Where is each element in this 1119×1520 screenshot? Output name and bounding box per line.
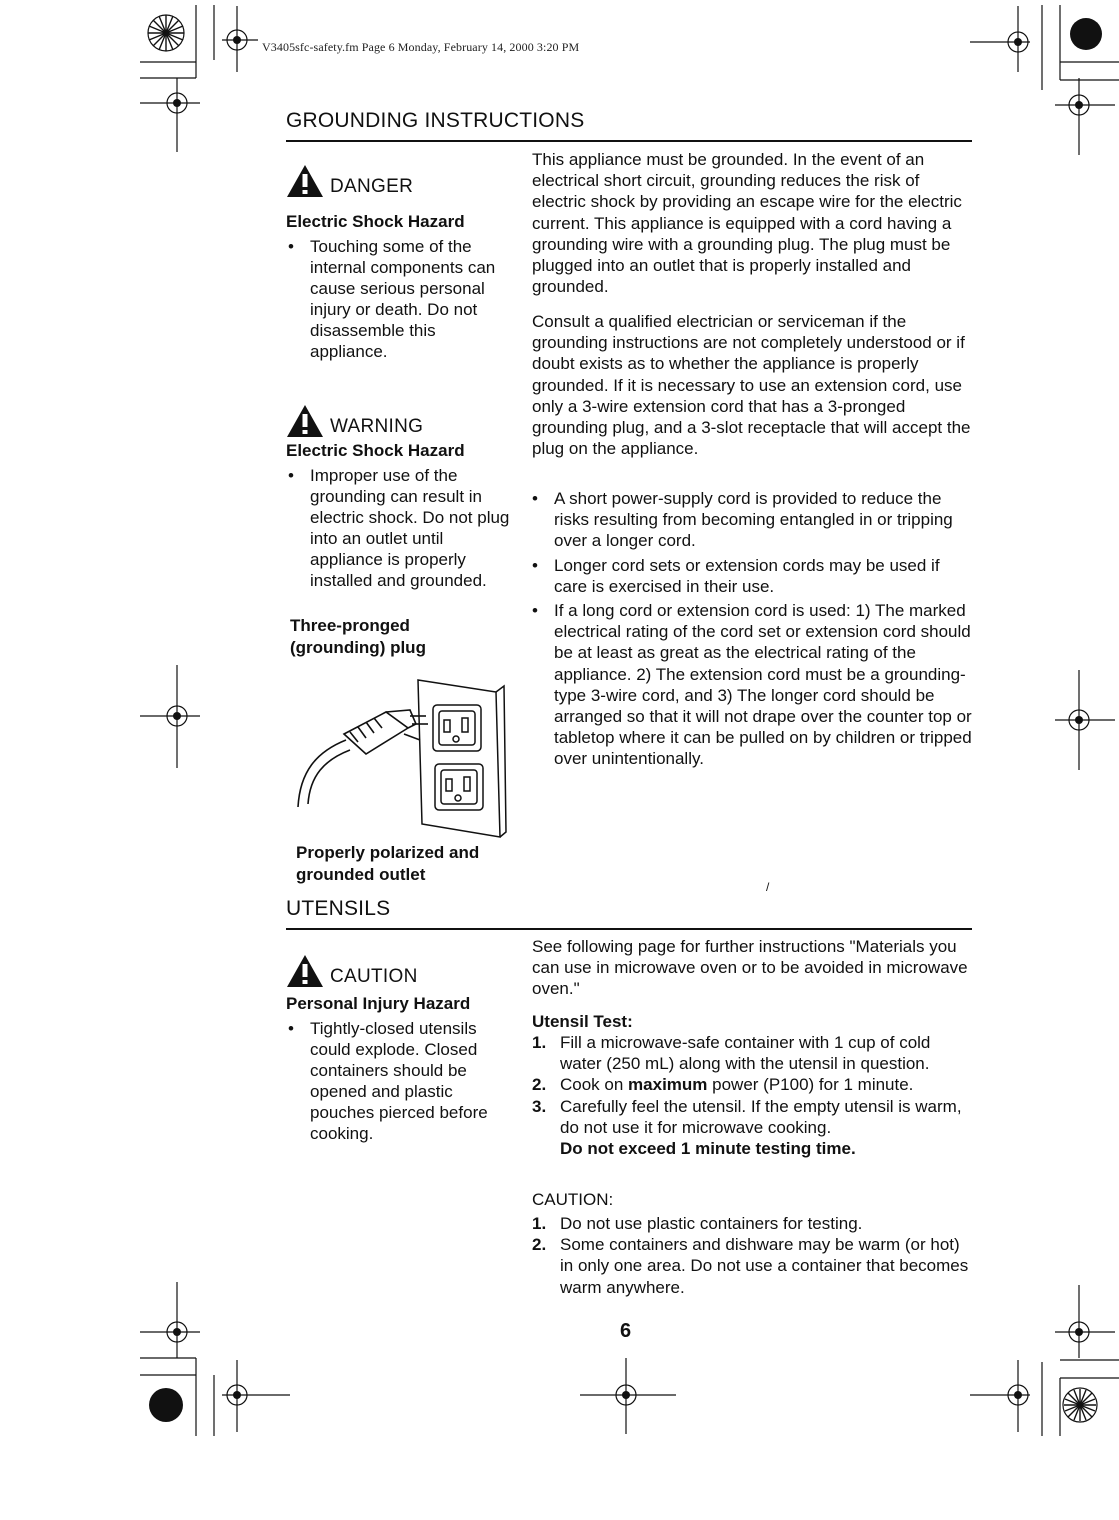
- list-item: 1. Fill a microwave-safe container with 1 cup of cold water (250 mL) along with the utensil in question.: [532, 1033, 931, 1074]
- list-item: 3. Carefully feel the utensil. If the empty utensil is warm, do not use it for microwave cooking. Do not exceed 1 minute testing time.: [532, 1096, 962, 1159]
- list-item: 1. Do not use plastic containers for testing.: [532, 1214, 863, 1233]
- caution-heading: CAUTION:: [532, 1190, 614, 1209]
- plug-outlet-illustration: [286, 672, 512, 842]
- danger-alert: [286, 164, 413, 198]
- warning-alert: [286, 404, 423, 438]
- list-item: • Longer cord sets or extension cords may be used if care is exercised in their use.: [532, 555, 940, 596]
- danger-bullet: • Touching some of the internal components can cause serious personal injury or death. Do not disassemble this appliance.: [288, 237, 496, 361]
- grounding-paragraph-1: This appliance must be grounded. In the event of an electrical short circuit, grounding reduces the risk of electric shock by providing an escape wire for the electric current. This appliance is equipped with a cord having a grounding wire with a grounding plug. The plug must be plugged into an outlet that is properly installed and grounded.: [532, 150, 962, 297]
- stray-mark: /: [766, 880, 770, 894]
- warning-hazard: Electric Shock Hazard: [286, 441, 465, 460]
- caution-hazard: Personal Injury Hazard: [286, 994, 471, 1013]
- utensils-title: UTENSILS: [286, 897, 391, 920]
- utensils-intro: See following page for further instructions "Materials you can use in microwave oven or to be avoided in microwave oven.": [532, 937, 968, 999]
- utensil-test-heading: Utensil Test:: [532, 1012, 633, 1031]
- outlet-caption: Properly polarized and grounded outlet: [296, 843, 480, 884]
- warning-triangle-icon: [286, 404, 324, 438]
- danger-hazard: Electric Shock Hazard: [286, 212, 465, 231]
- list-item: 2. Cook on maximum power (P100) for 1 minute.: [532, 1075, 914, 1095]
- danger-label: DANGER: [330, 176, 414, 197]
- warning-triangle-icon: [286, 954, 324, 988]
- list-item: • A short power-supply cord is provided to reduce the risks resulting from becoming entangled in or tripping over a longer cord.: [532, 489, 953, 551]
- plug-caption: Three-pronged (grounding) plug: [290, 616, 426, 657]
- caution-alert: [286, 954, 418, 988]
- grounding-paragraph-2: Consult a qualified electrician or serviceman if the grounding instructions are not completely understood or if doubt exists as to whether the appliance is properly grounded. If it is necessary to use an extension cord, use only a 3-wire extension cord that has a 3-pronged grounding plug, and a 3-slot receptacle that will accept the plug on the appliance.: [532, 312, 971, 459]
- grounding-title: GROUNDING INSTRUCTIONS: [286, 109, 585, 132]
- warning-bullet: • Improper use of the grounding can result in electric shock. Do not plug into an outlet until appliance is properly installed and grounded.: [288, 466, 510, 590]
- utensils-rule: [286, 928, 972, 930]
- caution-list: [532, 1213, 972, 1298]
- caution-bullet: • Tightly-closed utensils could explode. Closed containers should be opened and plastic pouches pierced before cooking.: [288, 1019, 488, 1143]
- grounding-bullet-list: [530, 488, 972, 770]
- grounding-rule: [286, 140, 972, 142]
- list-item: • If a long cord or extension cord is used: 1) The marked electrical rating of the cord set or extension cord should be at least as great as the electrical rating of the appliance. 2) The extension cord must be a grounding-type 3-wire cord, and 3) The longer cord should be arranged so that it will not drape over the counter top or tabletop where it can be pulled on by children or tripped over unintentionally.: [532, 601, 972, 769]
- warning-label: WARNING: [330, 416, 424, 437]
- warning-triangle-icon: [286, 164, 324, 198]
- utensil-test-steps: [532, 1032, 972, 1159]
- file-header: V3405sfc-safety.fm Page 6 Monday, February 14, 2000 3:20 PM: [262, 40, 580, 54]
- caution-label: CAUTION: [330, 966, 418, 987]
- page-number: 6: [620, 1320, 632, 1342]
- list-item: 2. Some containers and dishware may be warm (or hot) in only one area. Do not use a container that becomes warm anywhere.: [532, 1235, 969, 1297]
